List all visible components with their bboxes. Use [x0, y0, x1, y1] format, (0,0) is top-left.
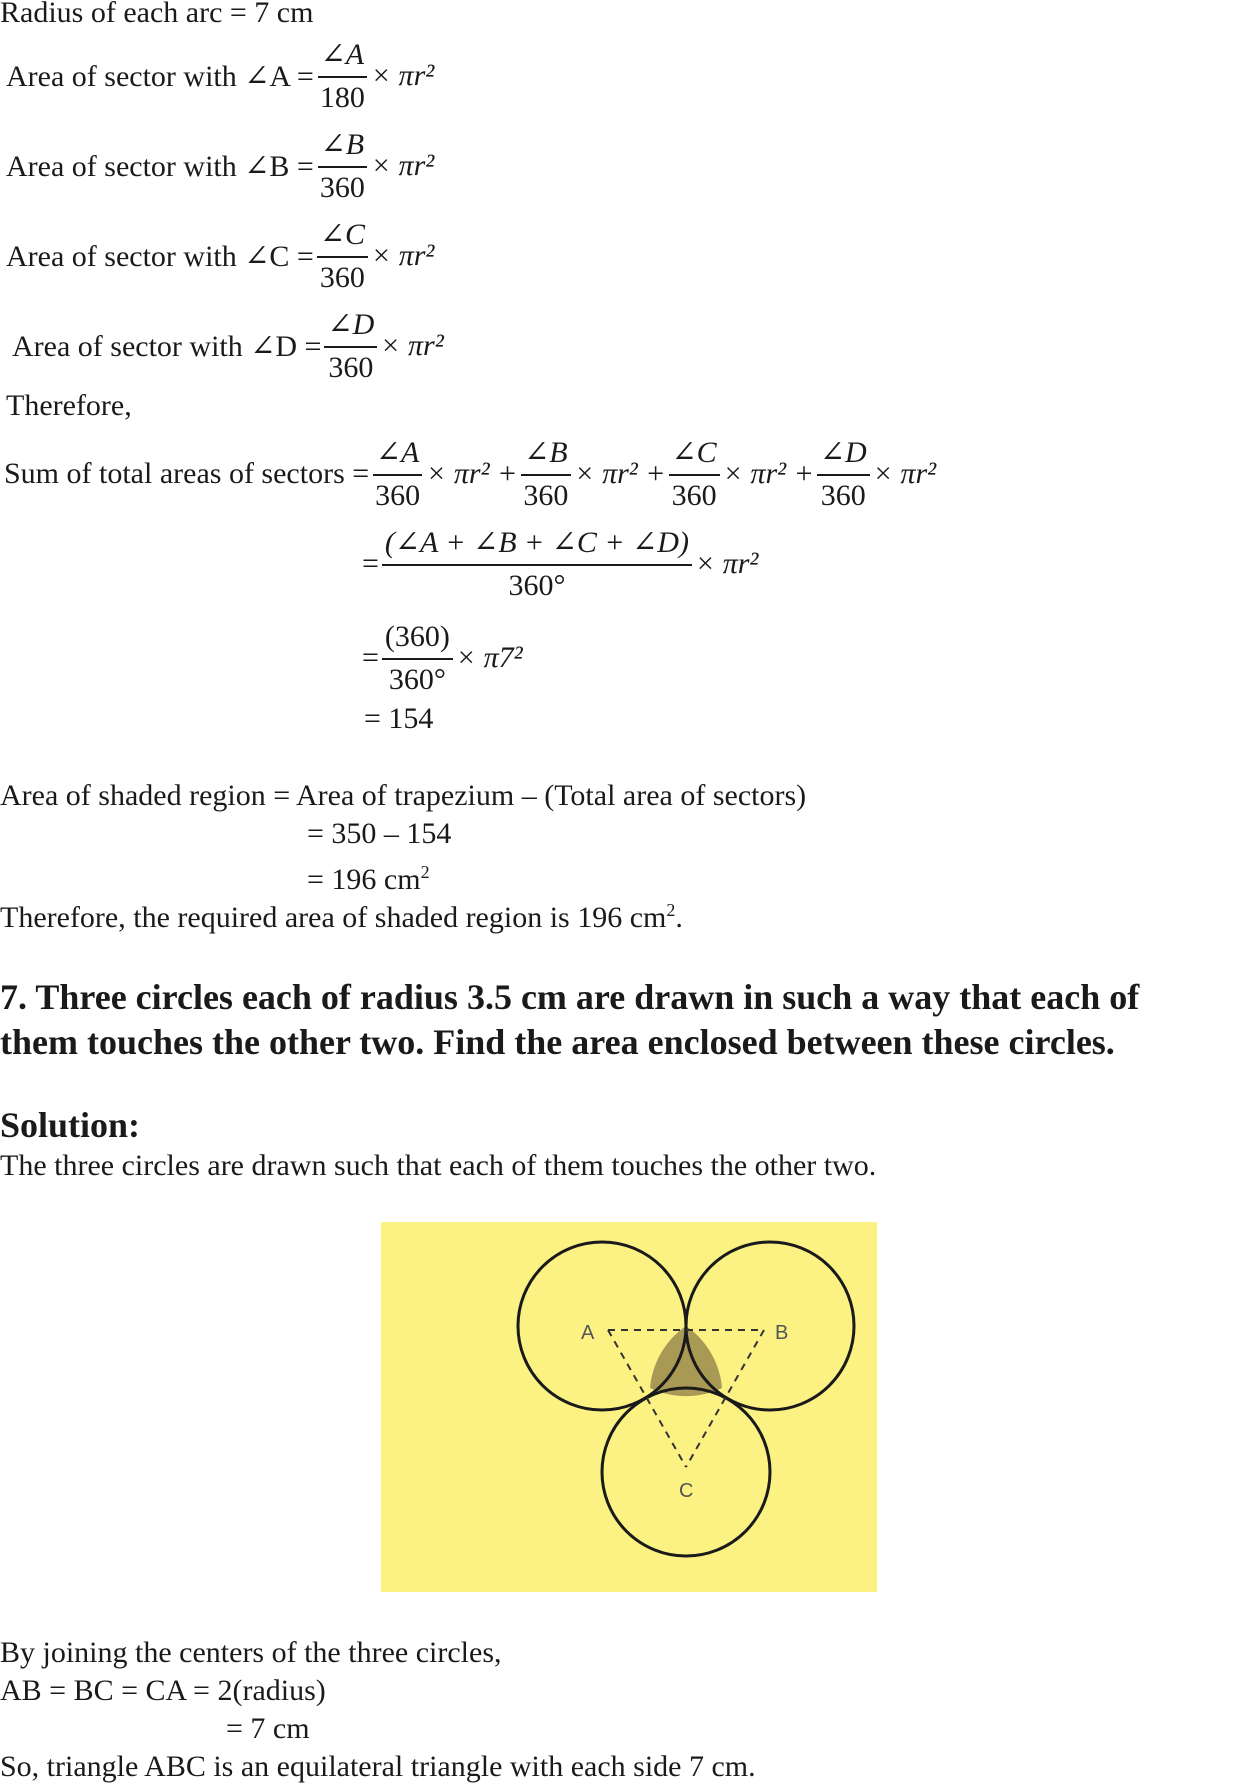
fraction-denominator: 360 — [319, 171, 365, 204]
circle-b — [686, 1242, 854, 1410]
question-7-line-2: them touches the other two. Find the area enclosed between these circles. — [0, 1022, 1115, 1062]
fraction-numerator: ∠A — [318, 34, 367, 78]
sector-d-tail: × πr² — [380, 329, 444, 362]
sector-b-label: Area of sector with ∠B = — [6, 149, 314, 183]
sector-d-label: Area of sector with ∠D = — [12, 329, 322, 363]
fraction-denominator: 360 — [671, 479, 717, 512]
fraction-numerator: (360) — [382, 616, 453, 660]
sector-c-fraction — [317, 214, 368, 298]
sum-term-b-tail: × πr² + — [574, 457, 666, 490]
fraction-numerator: ∠B — [318, 124, 367, 168]
fraction-numerator: ∠B — [521, 432, 570, 476]
sector-a-formula — [6, 34, 434, 118]
shaded-region-value: = 196 cm — [307, 863, 421, 896]
sum-step-2 — [362, 522, 758, 606]
sector-c-label: Area of sector with ∠C = — [6, 239, 314, 273]
sector-c-formula — [6, 214, 434, 298]
sector-b-fraction — [317, 124, 368, 208]
sector-a-label: Area of sector with ∠A = — [6, 59, 314, 93]
therefore-text: Therefore, — [6, 389, 132, 422]
sector-c-tail: × πr² — [370, 239, 435, 272]
sum-step-3-tail: × π7² — [455, 641, 523, 674]
fraction-numerator: ∠C — [317, 214, 368, 258]
label-c: C — [679, 1480, 694, 1502]
radius-line: Radius of each arc = 7 cm — [0, 0, 314, 29]
fraction-denominator: 360 — [523, 479, 569, 512]
shaded-region-line-3 — [307, 855, 430, 897]
fraction-numerator: ∠D — [324, 304, 377, 348]
equals-sign: = — [362, 547, 379, 580]
sum-term-d-fraction — [817, 432, 870, 516]
solution-intro: The three circles are drawn such that each of them touches the other two. — [0, 1149, 877, 1182]
fraction-denominator: 360 — [319, 261, 365, 294]
superscript: 2 — [420, 862, 430, 882]
sum-term-a-tail: × πr² + — [426, 457, 518, 490]
equals-sign: = — [362, 641, 379, 674]
conclusion-period: . — [675, 901, 683, 934]
label-b: B — [775, 1322, 789, 1344]
sum-term-b-fraction — [520, 432, 571, 516]
sector-a-tail: × πr² — [370, 59, 435, 92]
shaded-region-line-2: = 350 – 154 — [307, 817, 452, 850]
circle-c — [602, 1388, 770, 1556]
sum-step-4: = 154 — [364, 702, 434, 735]
sum-step-3 — [362, 616, 523, 700]
sector-a-fraction — [317, 34, 368, 118]
bottom-line-3: = 7 cm — [226, 1712, 310, 1745]
label-a: A — [581, 1322, 595, 1344]
fraction-denominator: 360° — [388, 663, 446, 696]
sum-step-2-fraction — [382, 522, 692, 606]
sector-b-formula — [6, 124, 434, 208]
sum-step-2-tail: × πr² — [694, 547, 759, 580]
sector-d-formula — [12, 304, 444, 388]
bottom-line-2: AB = BC = CA = 2(radius) — [0, 1674, 326, 1707]
sum-term-a-fraction — [372, 432, 423, 516]
superscript: 2 — [666, 900, 676, 920]
conclusion-text: Therefore, the required area of shaded region is 196 cm — [0, 901, 667, 934]
solution-heading: Solution: — [0, 1105, 141, 1145]
three-circles-figure — [381, 1222, 877, 1592]
three-circles-diagram — [381, 1222, 877, 1592]
sum-term-d-tail: × πr² — [872, 457, 937, 490]
sum-of-sectors-formula — [4, 432, 936, 516]
sum-step-3-fraction — [382, 616, 453, 700]
fraction-numerator: ∠C — [669, 432, 720, 476]
fraction-numerator: (∠A + ∠B + ∠C + ∠D) — [382, 522, 692, 566]
circle-a — [518, 1242, 686, 1410]
sector-b-tail: × πr² — [370, 149, 435, 182]
fraction-denominator: 360° — [508, 569, 566, 602]
fraction-denominator: 180 — [319, 81, 365, 114]
fraction-denominator: 360 — [820, 479, 866, 512]
fraction-denominator: 360 — [328, 351, 374, 384]
bottom-line-4: So, triangle ABC is an equilateral triangle with each side 7 cm. — [0, 1750, 756, 1783]
sum-term-c-fraction — [669, 432, 720, 516]
shaded-region-conclusion — [0, 893, 683, 935]
fraction-numerator: ∠D — [817, 432, 870, 476]
shaded-region-line-1: Area of shaded region = Area of trapezium – (Total area of sectors) — [0, 779, 807, 812]
sum-label: Sum of total areas of sectors = — [4, 457, 370, 490]
sum-term-c-tail: × πr² + — [722, 457, 814, 490]
fraction-numerator: ∠A — [373, 432, 422, 476]
fraction-denominator: 360 — [375, 479, 421, 512]
sector-d-fraction — [324, 304, 377, 388]
bottom-line-1: By joining the centers of the three circles, — [0, 1636, 502, 1669]
question-7-line-1: 7. Three circles each of radius 3.5 cm are drawn in such a way that each of — [0, 977, 1140, 1017]
